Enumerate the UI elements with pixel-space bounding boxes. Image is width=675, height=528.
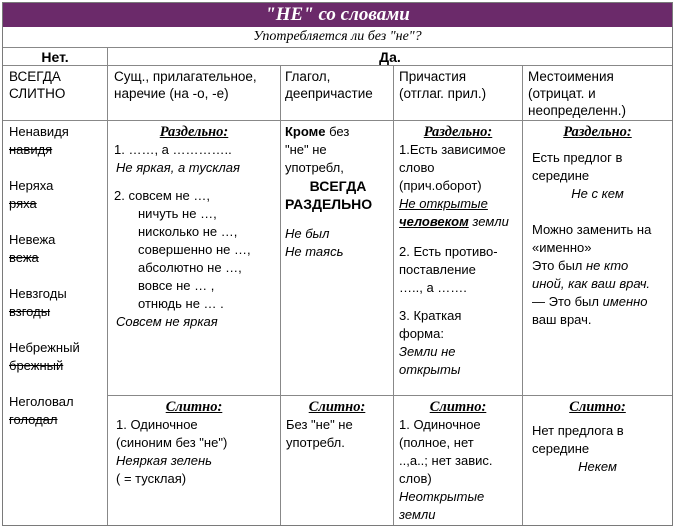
table-title-bar	[3, 3, 672, 27]
root-struck: ряха	[9, 196, 37, 211]
yes-header: Да.	[108, 48, 672, 66]
example: Не таясь	[285, 244, 344, 259]
separately-label: Раздельно:	[563, 124, 632, 140]
table-title: "НЕ" со словами	[265, 4, 410, 25]
pronoun-separately: Раздельно: Есть предлог в середине Не с кем Можно заменить на «именно» Это был не кто иной, как ваш врач. — Это был именно ваш врач.	[523, 123, 672, 329]
grid-line	[107, 395, 672, 396]
grid-line	[280, 65, 281, 525]
word: Неголовал	[9, 394, 74, 409]
example: Некем	[578, 459, 617, 474]
no-header: Нет.	[3, 48, 107, 66]
example: Совсем не яркая	[116, 314, 218, 329]
word: Невзгоды	[9, 286, 67, 301]
together-label: Слитно:	[429, 399, 487, 415]
example: земли	[399, 507, 436, 522]
separately-label: Раздельно:	[423, 124, 493, 140]
always-together-list	[9, 123, 80, 429]
word: Небрежный	[9, 340, 80, 355]
word: Ненавидя	[9, 124, 69, 139]
example: Земли не	[399, 344, 456, 359]
table-question: Употребляется ли без "не"?	[3, 27, 672, 48]
noun-together: Слитно: 1. Одиночное (синоним без "не") Неяркая зелень ( = тусклая)	[108, 398, 280, 488]
participle-together: Слитно: 1. Одиночное (полное, нет ..,а..; нет завис. слов) Неоткрытые земли	[394, 398, 522, 524]
grid-line	[3, 120, 672, 121]
example: Не открытые	[399, 196, 488, 211]
root-struck: голодал	[9, 412, 58, 427]
together-label: Слитно:	[165, 399, 223, 415]
verb-separately: Кроме без "не" не употребл, ВСЕГДА РАЗДЕЛЬНО Не был Не таясь	[285, 123, 391, 261]
noun-separately: Раздельно: 1. ……, а ………….. Не яркая, а тусклая 2. совсем не …, ничуть не …, нисколько не …, совершенно не …, абсолютно не …, вовсе не … , отнюдь не … . Совсем не яркая	[108, 123, 280, 331]
participle-separately: Раздельно: 1.Есть зависимое слово (прич.оборот) Не открытые человеком земли 2. Есть противо- поставление ….., а ……. 3. Краткая форма: Земли не открыты	[394, 123, 522, 379]
together-label: Слитно:	[308, 399, 366, 415]
word: Неряха	[9, 178, 54, 193]
together-label: Слитно:	[569, 399, 626, 415]
pronoun-together: Слитно: Нет предлога в середине Некем	[523, 398, 672, 476]
root-struck: навидя	[9, 142, 53, 157]
col-header-verb: Глагол, деепричастие	[285, 69, 373, 101]
col-header-noun-adj: Сущ., прилагательное, наречие (на -о, -е)	[114, 69, 257, 101]
root-struck: взгоды	[9, 304, 51, 319]
example: Не яркая, а тусклая	[116, 160, 240, 175]
col-header-participle: Причастия (отглаг. прил.)	[399, 69, 487, 101]
example: открыты	[399, 362, 461, 377]
example: Не был	[285, 226, 330, 241]
separately-label: Раздельно:	[159, 124, 229, 140]
example: Неоткрытые	[399, 489, 485, 504]
verb-together: Слитно: Без "не" не употребл.	[281, 398, 393, 452]
word: Невежа	[9, 232, 56, 247]
rule-table	[2, 2, 673, 526]
col-header-always-together: ВСЕГДА СЛИТНО	[9, 69, 66, 101]
example: Неяркая зелень	[116, 453, 212, 468]
example: Не с кем	[571, 186, 624, 201]
root-struck: брежный	[9, 358, 64, 373]
col-header-pronoun: Местоимения (отрицат. и неопределенн.)	[528, 69, 626, 118]
root-struck: вежа	[9, 250, 39, 265]
